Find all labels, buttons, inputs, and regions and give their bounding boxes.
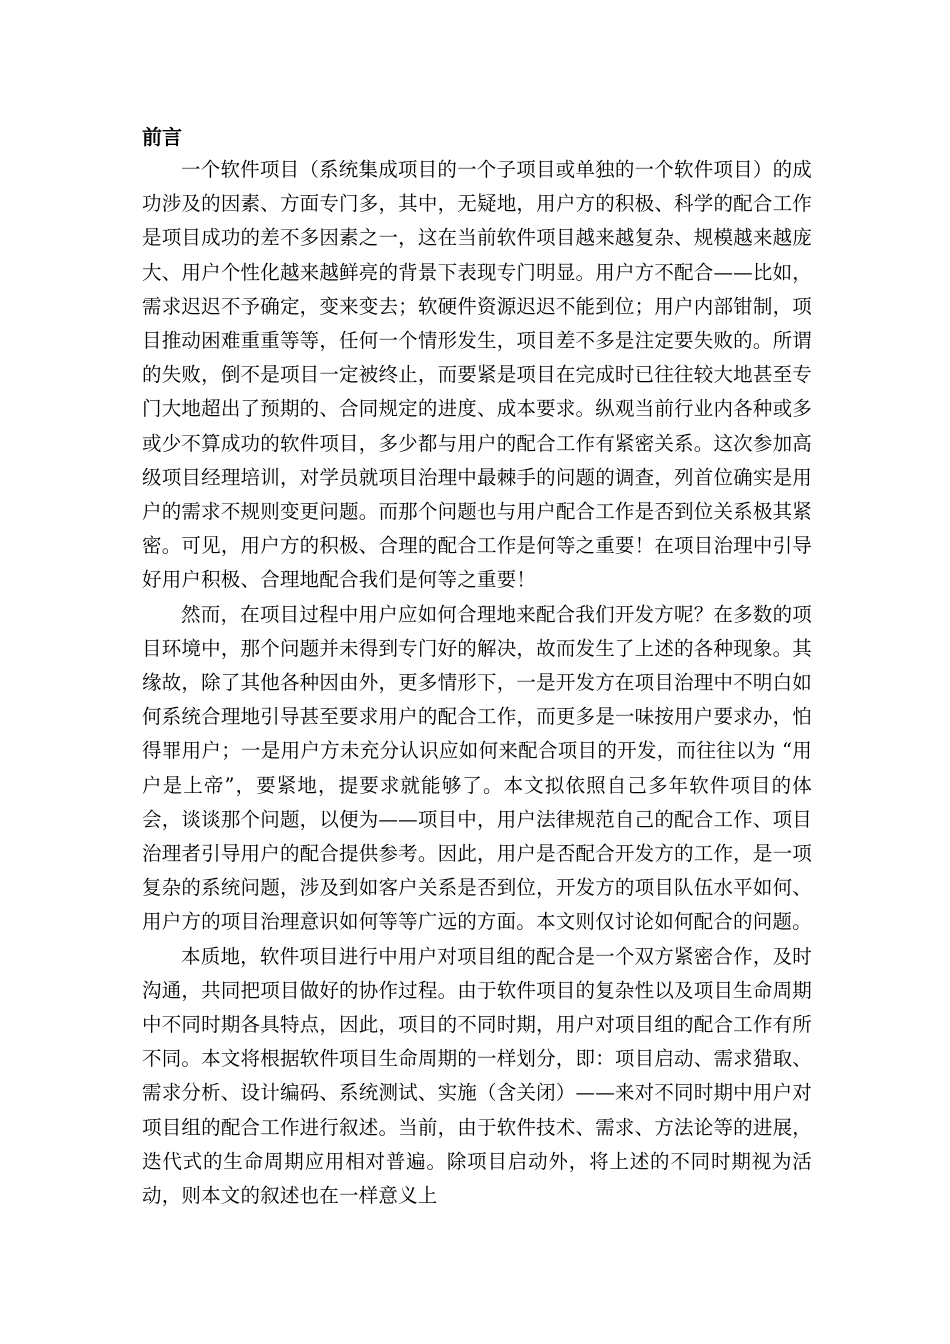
paragraph-3: 本质地，软件项目进行中用户对项目组的配合是一个双方紧密合作，及时沟通，共同把项目做好的协作过程。由于软件项目的复杂性以及项目生命周期中不同时期各具特点，因此，项目的不同时期，用户对项目组的配合工作有所不同。本文将根据软件项目生命周期的一样划分，即：项目启动、需求猎取、需求分析、设计编码、系统测试、实施（含关闭）——来对不同时期中用户对项目组的配合工作进行叙述。当前，由于软件技术、需求、方法论等的进展，迭代式的生命周期应用相对普遍。除项目启动外，将上述的不同时期视为活动，则本文的叙述也在一样意义上	[142, 944, 812, 1208]
section-heading: 前言	[142, 125, 182, 149]
document-page	[142, 121, 812, 1213]
paragraph-1: 一个软件项目（系统集成项目的一个子项目或单独的一个软件项目）的成功涉及的因素、方面专门多，其中，无疑地，用户方的积极、科学的配合工作是项目成功的差不多因素之一，这在当前软件项目越来越复杂、规模越来越庞大、用户个性化越来越鲜亮的背景下表现专门明显。用户方不配合——比如，需求迟迟不予确定，变来变去；软硬件资源迟迟不能到位；用户内部钳制，项目推动困难重重等等，任何一个情形发生，项目差不多是注定要失败的。所谓的失败，倒不是项目一定被终止，而要紧是项目在完成时已往往较大地甚至专门大地超出了预期的、合同规定的进度、成本要求。纵观当前行业内各种或多或少不算成功的软件项目，多少都与用户的配合工作有紧密关系。这次参加高级项目经理培训，对学员就项目治理中最棘手的问题的调查，列首位确实是用户的需求不规则变更问题。而那个问题也与用户配合工作是否到位关系极其紧密。可见，用户方的积极、合理的配合工作是何等之重要！在项目治理中引导好用户积极、合理地配合我们是何等之重要！	[142, 158, 812, 592]
paragraph-2: 然而，在项目过程中用户应如何合理地来配合我们开发方呢？在多数的项目环境中，那个问题并未得到专门好的解决，故而发生了上述的各种现象。其缘故，除了其他各种因由外，更多情形下，一是开发方在项目治理中不明白如何系统合理地引导甚至要求用户的配合工作，而更多是一味按用户要求办，怕得罪用户；一是用户方未充分认识应如何来配合项目的开发，而往往以为 “用户是上帝”，要紧地，提要求就能够了。本文拟依照自己多年软件项目的体会，谈谈那个问题，以便为——项目中，用户法律规范自己的配合工作、项目治理者引导用户的配合提供参考。因此，用户是否配合开发方的工作，是一项复杂的系统问题，涉及到如客户关系是否到位，开发方的项目队伍水平如何、用户方的项目治理意识如何等等广远的方面。本文则仅讨论如何配合的问题。	[142, 602, 812, 934]
